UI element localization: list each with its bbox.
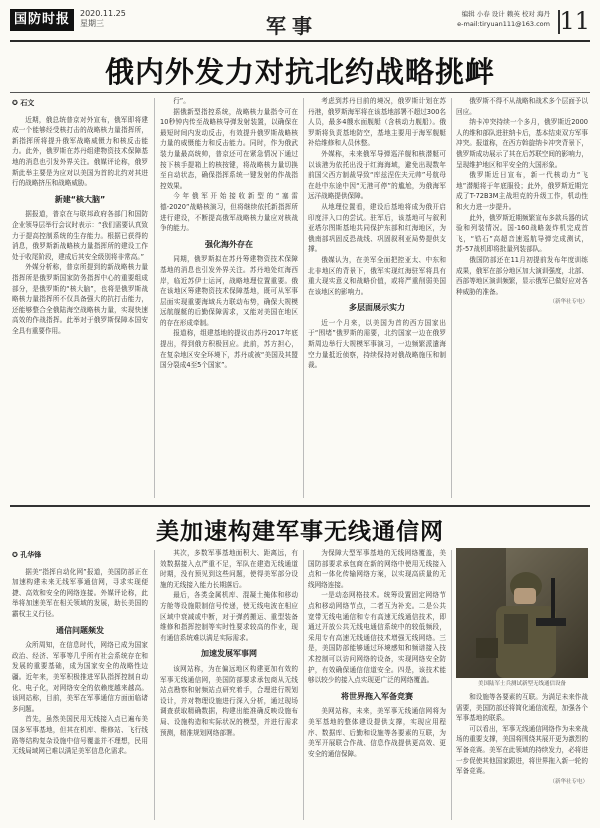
article1-column-3: 考虑到苏丹目前的境况，俄罗斯计划在苏丹港，俄罗斯海军将在该基地部署不超过300名人员，最多4艘水面舰艇（含核动力舰船）。俄罗斯将负责基地防空，基地主要用于海军舰艇补给维修和人员休整。 外媒称，未来俄军导弹巡洋舰和核潜艇可以该港为依托出没于红海海域，避免出现数年前国父西方制裁导致“库兹涅佐夫元帅”号航母在赴中东途中因“无港可停”的尴尬，为俄海军远洋战略提供保障。 从地理位置看，建设后基地将成为俄开启印度洋入口的尝试。驻军后，该基地可与叙利亚塔尔图斯基地共同保护东部和红海地区，为俄南部巩固反恐战线、巩固叙利亚局势提供支撑。 俄媒认为，在美军全面把控亚太、中东和北非地区的背景下，俄军实现红海驻军将具有重大现实意义和战略价值，或将严重削弱美国在该地区的影响力。 多层面展示实力 近一个月来，以美国为首的西方国家出于“围堵”俄罗斯的需要，北约国家一边在俄罗斯周边举行大规模军事演习，一边频繁派遣海空力量抵近侦察，持续保持对俄战略施压和制裁。 [308, 97, 446, 370]
column-divider [303, 98, 304, 498]
soldier-photo [456, 548, 588, 678]
article2-byline: ✪ 孔华锋 [12, 551, 42, 559]
column-divider [303, 550, 304, 820]
star-icon: ✪ [12, 99, 18, 107]
article1-headline: 俄内外发力对抗北约战略挑衅 [104, 55, 495, 89]
article1-credit: （新华社专电） [549, 299, 588, 306]
subheading: 加速发展军事网 [201, 649, 257, 659]
column-divider [154, 550, 155, 820]
article1-column-4: 俄罗斯不得不从战略和战术多个层面予以回应。 纳卡冲突持续一个多月，俄罗斯近2000人的维和部队进驻纳卡后，基本结束双方军事冲突。报道称，在西方斡旋纳卡冲突背景下，俄罗斯成功展示了其在后苏联空间的影响力，呈现维护地区和平安全的大国形象。 俄罗斯近日宣布，新一代核动力“飞地”潜艇将于年底服役；此外，俄罗斯近期完成了T-72B3M主战坦克的升级工作，机动性和火力进一步提升。 此外，俄罗斯近期频繁宣布多款兵器的试验和列装情况。国-160战略轰炸机完成首飞，“锆石”高超音速巡航导弹完成测试，苏-57战机即将批量列装部队。 俄国防部还在11月初提前发布年度训练成果，俄军在部分地区加大演训强度，北部、西部等地区演训频繁，显示俄军已做好应对各种威胁的准备。 （新华社专电） [456, 96, 588, 500]
column-divider [154, 98, 155, 498]
article1-byline: ✪ 石文 [12, 99, 35, 107]
soldier-illustration [456, 548, 588, 678]
newspaper-logo: 国防时报 [10, 9, 74, 31]
article2-headline: 美加速构建军事无线通信网 [156, 518, 444, 545]
subheading: 多层面展示实力 [349, 303, 405, 313]
article2-column-2: 其次，多数军事基地面积大、距离远，有效数据接入点严重不足，军队在建造无线通道时期，没有预见到这些问题，使得美军部分设施的无线接入能力长期落后。 最后，各类金属机库、混凝土掩体和移动方舱等设施限制信号传递，使无线电波在相应区域中衰减或中断，对于弹药搬运、重型装备维修和指挥控制等实时性要求较高的作业，现有通信系统难以满足实际需求。 加速发展军事网 该网站称，为在偏远地区构建更加有效的军事无线通信网，美国防部要求承包商从无线站点勘察和射频站点研究着手，合理进行规划设计，并对物理设施进行深入分析，通过现场调查获取精确数据，构建出能准确反映设施布局、设施构造和实际状况的模型，并进行需求预测，精准规划网络部署。 [160, 549, 298, 737]
star-icon: ✪ [12, 551, 18, 559]
article2-column-3: 为保障大型军事基地的无线网络覆盖，美国防部要求承包商在新的网络中使用无线接入点和一体化传输网络方案，以实现高质量的无线网络连接。 一是动态网格技术。统筹设置固定网络节点和移动网络节点，二者互为补充。二是公共宽带无线电通信和专有高速无线通信技术，即通过开放公共无线电通信系统中的较低频段，采用专有高速无线通信技术增强无线网络。三是，美国防部能够通过环境感知和频谱接入技术控制可以访问网络的设备，实现网络安全防护，有效确保通信信道安全。四是，该技术能够以较少的接入点实现更广泛的网络覆盖。 将世界拖入军备竞赛 美网站称，未来，美军事无线通信网将为美军基地的整体建设提供支撑，实现应用程序、数据库、后勤和设施等各要素的互联，为美军开展联合作战、信息作战提供更高效、更安全的通信保障。 [308, 549, 446, 758]
column-divider [451, 550, 452, 820]
editor-credits: 编辑 小春 设计 赖英 校对 海丹 e-mail:tiryuan111@163.com [457, 10, 550, 28]
page-number: 11 [559, 7, 590, 35]
column-divider [451, 98, 452, 498]
subheading: 强化海外存在 [205, 239, 253, 249]
article2-column-4: 和设施等各要素的互联。为满足未来作战需要，美国防部还将简化通信流程，加强各个军事基地的联系。 可以看出，军事无线通信网络作为未来战场的重要支撑，美国将围绕其展开更为激烈的军备竞赛。美军在此领域的持续发力，必将进一步促使其他国家跟进，将世界拖入新一轮的军备竞赛。 （新华社专电） [456, 692, 588, 822]
subheading: 新建“核大脑” [54, 194, 106, 204]
article2-column-1: ✪ 孔华锋 据美“指挥自动化网”报道，美国防部正在加速构建未来无线军事通信网，寻求实现便捷、高效和安全的网络连接。外媒评论称，此举将加速美军在相关领域的发展，助长美国的霸权主义行径。 通信问题频发 众所周知，在信息时代，网络已成为国家政治、经济、军事等几乎所有社会系统存在和发展的重要基础，成为国家安全的战略性边疆。近年来，美军积极推进军队指挥控制自动化、电子化，对网络安全的依赖度越来越高。该网站称，目前，美军在军事通信方面面临诸多问题。 首先，虽然美国民用无线接入点已遍布美国多军事基地，但其在机库、维修站、飞行线路等结构复杂设施中信号覆盖并不理想，民用无线局域网已难以满足美军信息化需求。 [12, 551, 148, 756]
headline-rule [10, 92, 590, 93]
article1-column-2: 行”。 据俄新型指控系统，战略核力量指令可在10秒钟内传至战略核导弹发射装置，以确保在最短时间内发动反击，有效提升俄罗斯战略核力量的威慑能力和反击能力。同时，作为俄武装力量最高统帅，普京还可在紧急情况下通过按下核手提箱上的核按键，将战略核力量切换至自动状态，确保指挥系统一键发射的作战指控效果。 今年俄军开始接收新型的“塞雷德-2020”战略核演习，但将继续依托新指挥所进行建设，不断提高俄军战略核力量应对核战争的能力。 强化海外存在 同期，俄罗斯拟在苏丹筹建物资技术保障基地的消息也引发外界关注。苏丹地处红海西岸，临近苏伊士运河，战略地理位置重要。俄在该地区筹建物资技术保障基地，既可从军事层面实现重要海域兵力联动布势，确保大规模远航舰艇的后勤保障需求，又能对美国在地区的存在形成牵制。 报道称，组建基地的提议由苏丹2017年底提出，得到俄方积极回应。此前，苏方担心，在复杂地区安全环境下，苏丹或被“美国及其盟国分裂成4至5个国家”。 [160, 97, 298, 370]
subheading: 通信问题频发 [56, 625, 104, 635]
subheading: 将世界拖入军备竞赛 [341, 691, 413, 701]
article-separator [10, 505, 590, 507]
article2-credit: （新华社专电） [549, 778, 588, 785]
article1-column-1: ✪ 石文 近期，俄总统普京对外宣布，俄军即将建成一个能够经受核打击的战略核力量指挥所，新指挥所将提升俄军战略威慑力和核反击能力。此外，俄罗斯在苏丹组建物资技术保障基地的消息也引发外界关注。俄媒评论称，俄罗斯此举主要是为应对以美国为首的北约对其进行的战略挤压和战略威胁。 新建“核大脑” 据报道，普京在与联邦政府各部门和国防企业领导层举行会议时表示：“我们需要认真致力于提高控制系统的生存能力。根据已获得的消息，俄罗斯新战略核力量指挥所的建设工作处于收尾阶段，建成后其安全级别将非常高。” 外媒分析称，普京所提到的新战略核力量指挥所是俄罗斯国家防务指挥中心的重要组成部分，是俄罗斯的“核大脑”，也将是俄罗斯战略核力量指挥所不仅具备强大的抗打击能力，还能够整合全俄陆海空战略核力量，实现快速高效的作战指挥。此举对于俄罗斯保障本国安全具有重要作用。 [12, 99, 148, 335]
photo-caption: 美国陆军士兵测试新型无线通信设备 [477, 681, 566, 687]
masthead [10, 6, 590, 42]
issue-date: 2020.11.25 星期三 [80, 9, 126, 28]
section-title: 军事 [266, 14, 318, 38]
